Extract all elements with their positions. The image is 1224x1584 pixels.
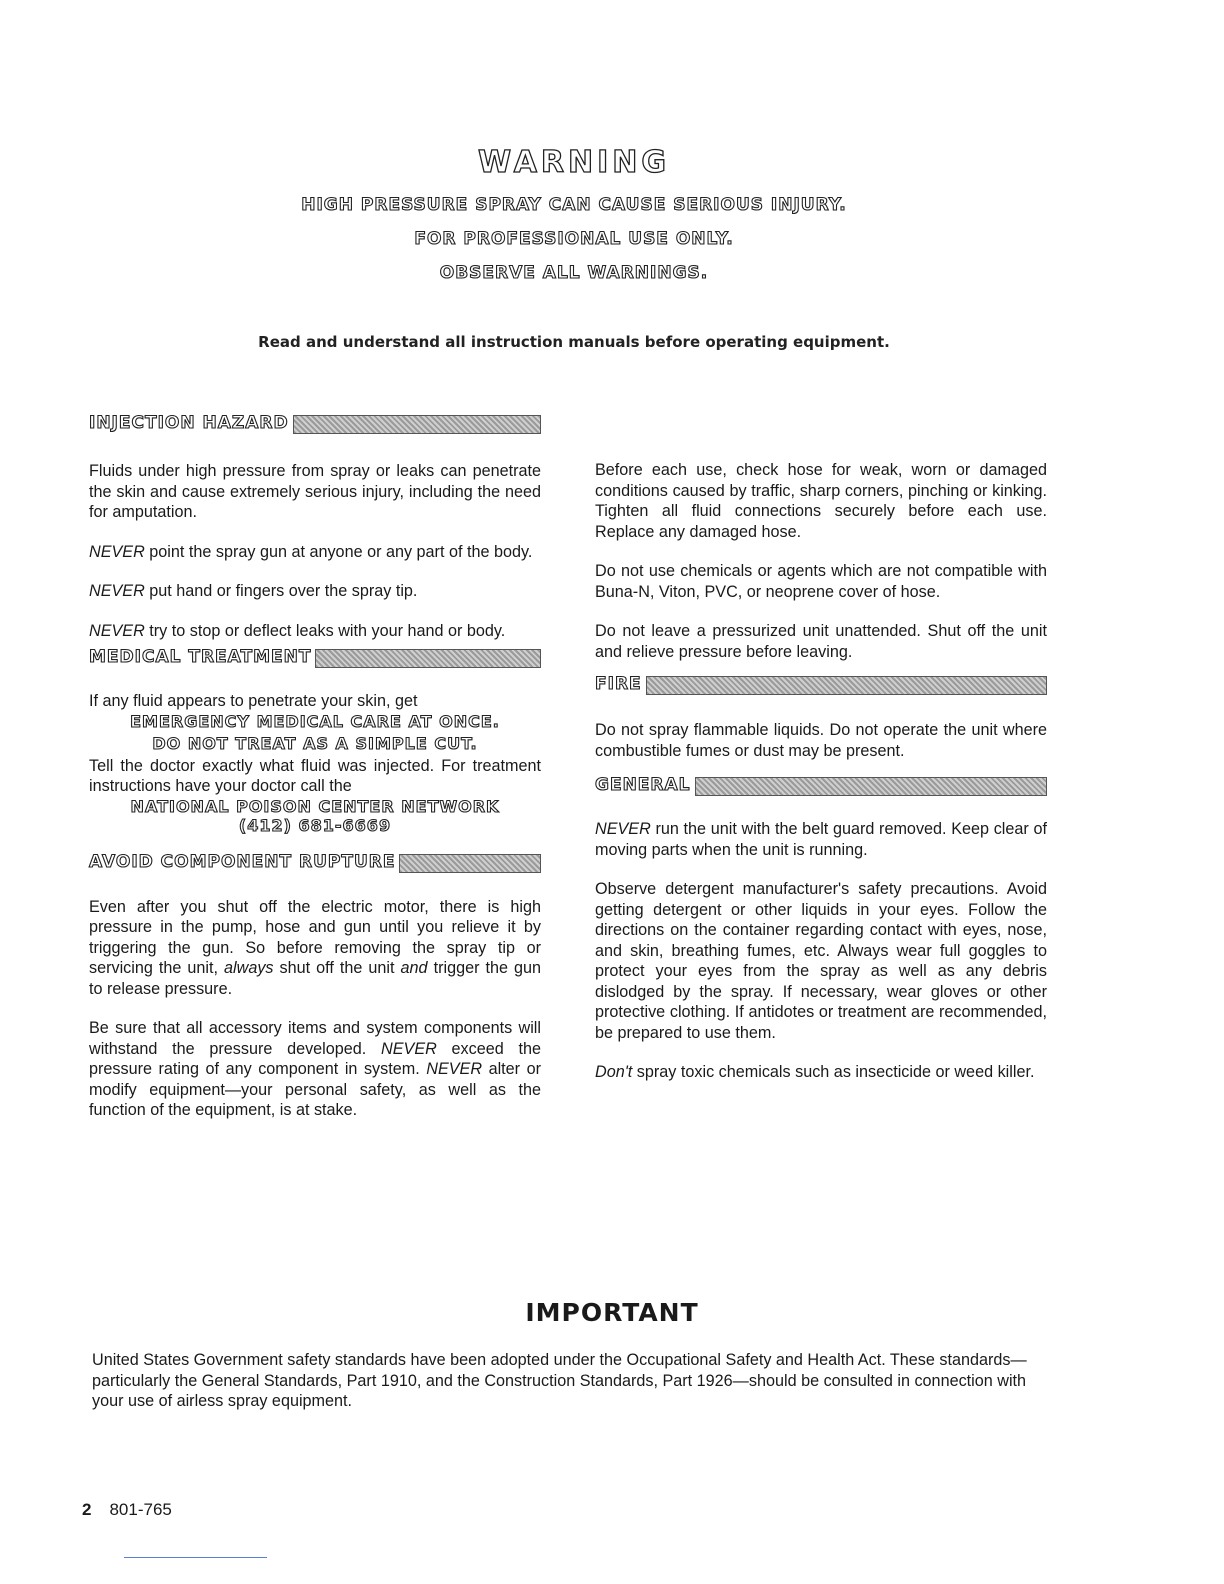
footer-rule bbox=[124, 1557, 267, 1558]
never-emphasis: NEVER bbox=[89, 542, 145, 561]
never-emphasis: NEVER bbox=[89, 621, 145, 640]
general-paragraph-1 bbox=[595, 819, 1047, 860]
injection-paragraph-3-text: put hand or fingers over the spray tip. bbox=[144, 582, 418, 600]
never-emphasis: NEVER bbox=[426, 1060, 483, 1078]
general-paragraph-3-text: spray toxic chemicals such as insecticide or weed killer. bbox=[632, 1063, 1035, 1081]
dont-emphasis: Don't bbox=[595, 1063, 633, 1081]
heading-bar bbox=[315, 649, 541, 668]
simple-cut-notice: DO NOT TREAT AS A SIMPLE CUT. bbox=[152, 733, 478, 753]
hose-paragraph-2: Do not use chemicals or agents which are not compatible with Buna-N, Viton, PVC, or neoprene cover of hose. bbox=[595, 562, 1047, 601]
warning-line-1: HIGH PRESSURE SPRAY CAN CAUSE SERIOUS INJURY. bbox=[301, 195, 847, 215]
medical-treatment-title: MEDICAL TREATMENT bbox=[89, 646, 312, 667]
heading-bar bbox=[695, 777, 1048, 796]
rupture-text: Even after you shut off the electric motor, there is high pressure in the pump, hose and gun until you relieve it by triggering the gun. So before removing the spray tip or servicing the unit, bbox=[89, 897, 541, 977]
component-rupture-heading bbox=[89, 851, 541, 875]
injection-paragraph-2-text: point the spray gun at anyone or any part of the body. bbox=[144, 542, 533, 561]
right-column bbox=[595, 460, 1047, 1083]
never-emphasis: NEVER bbox=[381, 1039, 437, 1058]
general-title: GENERAL bbox=[595, 774, 691, 795]
never-emphasis: NEVER bbox=[595, 820, 651, 838]
medical-paragraph-2: Tell the doctor exactly what fluid was injected. For treatment instructions have your doctor call the bbox=[89, 756, 541, 795]
read-manuals-notice: Read and understand all instruction manuals before operating equipment. bbox=[258, 333, 890, 351]
injection-hazard-heading bbox=[89, 411, 541, 435]
medical-treatment-heading bbox=[89, 645, 541, 669]
poison-center-phone: (412) 681-6669 bbox=[238, 815, 392, 835]
rupture-text: shut off the unit bbox=[273, 959, 401, 977]
warning-title: WARNING bbox=[477, 145, 671, 180]
medical-paragraph-1: If any fluid appears to penetrate your skin, get bbox=[89, 692, 418, 710]
component-rupture-title: AVOID COMPONENT RUPTURE bbox=[89, 852, 396, 873]
page-number: 2 bbox=[82, 1500, 92, 1519]
general-heading bbox=[595, 773, 1047, 797]
heading-bar bbox=[399, 854, 541, 873]
injection-paragraph-1: Fluids under high pressure from spray or leaks can penetrate the skin and cause extremely serious injury, including the need for amputation. bbox=[89, 462, 541, 521]
injection-paragraph-4 bbox=[89, 621, 541, 642]
injection-paragraph-4-text: try to stop or deflect leaks with your hand or body. bbox=[144, 621, 506, 640]
document-number: 801-765 bbox=[109, 1500, 172, 1519]
rupture-text: trigger the gun to release pressure. bbox=[89, 959, 542, 998]
and-emphasis: and bbox=[400, 959, 428, 977]
rupture-text: exceed the pressure rating of any component in system. bbox=[89, 1039, 541, 1078]
rupture-text: Be sure that all accessory items and system components will withstand the pressure developed. bbox=[89, 1019, 541, 1058]
rupture-paragraph-2 bbox=[89, 1018, 541, 1121]
injection-paragraph-3 bbox=[89, 581, 541, 602]
poison-center-name: NATIONAL POISON CENTER NETWORK bbox=[130, 796, 500, 816]
never-emphasis: NEVER bbox=[89, 582, 145, 600]
warning-line-2: FOR PROFESSIONAL USE ONLY. bbox=[414, 229, 734, 249]
heading-bar bbox=[293, 415, 541, 434]
heading-bar bbox=[646, 676, 1047, 695]
always-emphasis: always bbox=[224, 959, 274, 977]
rupture-text: alter or modify equipment—your personal safety, as well as the function of the equipment, is at stake. bbox=[89, 1060, 541, 1119]
injection-hazard-title: INJECTION HAZARD bbox=[89, 412, 289, 433]
general-paragraph-2: Observe detergent manufacturer's safety precautions. Avoid getting detergent or other liquids in your eyes. Follow the directions on the container regarding contact with eyes, nose, and skin, breathing fumes, etc. Always wear full goggles to protect your eyes from the spray as well as any debris dislodged by the spray. If necessary, wear gloves or other protective clothing. If antidotes or treatment are recommended, be prepared to use them. bbox=[595, 880, 1047, 1042]
hose-paragraph-1: Before each use, check hose for weak, worn or damaged conditions caused by traffic, sharp corners, pinching or kinking. Tighten all fluid connections securely before each use. Replace any damaged hose. bbox=[595, 461, 1047, 541]
hose-paragraph-3: Do not leave a pressurized unit unattended. Shut off the unit and relieve pressure before leaving. bbox=[595, 622, 1047, 661]
general-paragraph-3 bbox=[595, 1062, 1047, 1083]
left-column bbox=[89, 411, 541, 1121]
fire-paragraph-1: Do not spray flammable liquids. Do not operate the unit where combustible fumes or dust may be present. bbox=[595, 721, 1047, 760]
injection-paragraph-2 bbox=[89, 542, 541, 563]
fire-heading bbox=[595, 672, 1047, 696]
rupture-paragraph-1 bbox=[89, 897, 541, 1000]
important-body: United States Government safety standards have been adopted under the Occupational Safety and Health Act. These standards—particularly the General Standards, Part 1910, and the Construction Standards, Part 1926—should be consulted in connection with your use of airless spray equipment. bbox=[92, 1351, 1027, 1410]
warning-line-3: OBSERVE ALL WARNINGS. bbox=[439, 263, 709, 283]
fire-title: FIRE bbox=[595, 673, 642, 694]
important-title: IMPORTANT bbox=[525, 1298, 699, 1327]
page-footer bbox=[82, 1500, 172, 1520]
emergency-care-notice: EMERGENCY MEDICAL CARE AT ONCE. bbox=[130, 711, 500, 731]
general-paragraph-1-text: run the unit with the belt guard removed. Keep clear of moving parts when the unit is running. bbox=[595, 820, 1047, 859]
